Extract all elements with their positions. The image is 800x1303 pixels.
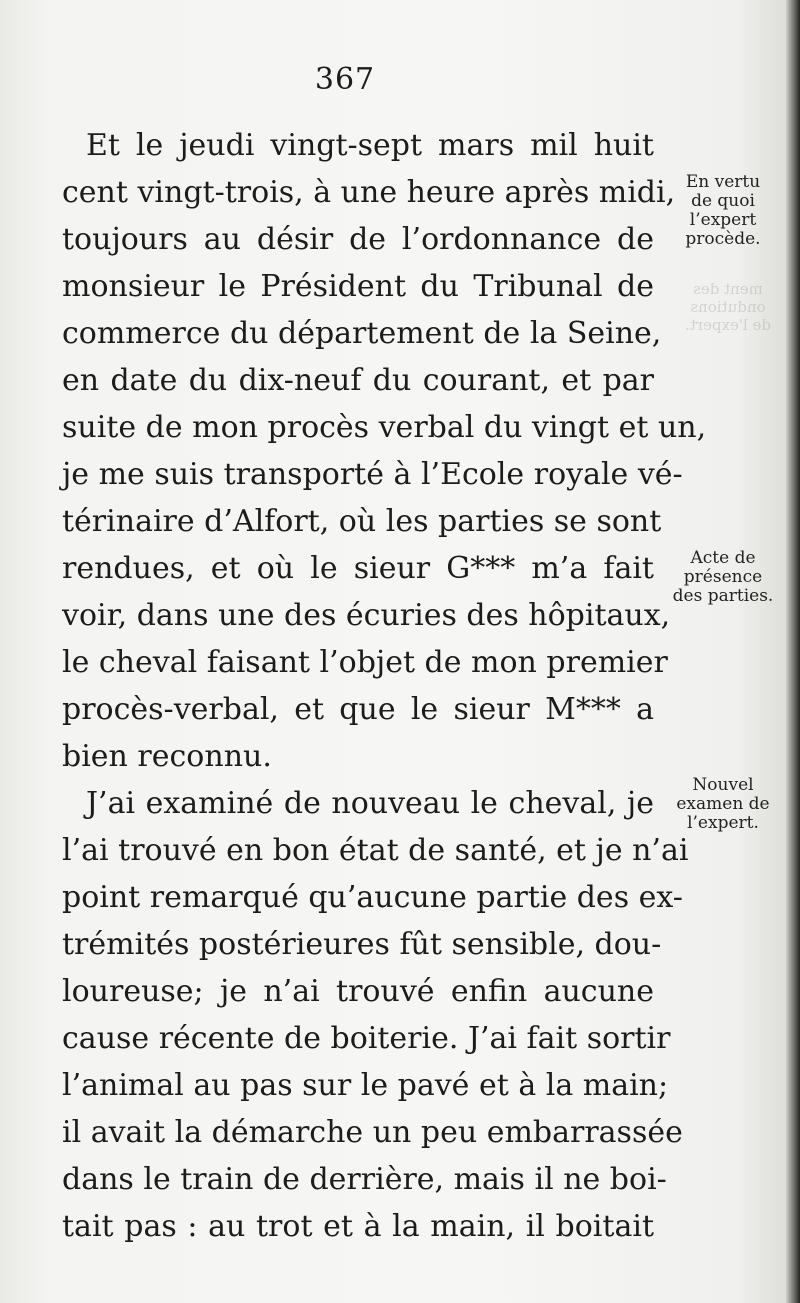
- margin-note-parties-presence: [648, 549, 798, 606]
- text-line: J’ai examiné de nouveau le cheval, je: [86, 786, 654, 821]
- text-line: toujours au désir de l’ordonnance de: [62, 222, 654, 257]
- bleed-through-text: ment des ondutions de l'expert.: [685, 280, 771, 334]
- text-line: suite de mon procès verbal du vingt et un,: [62, 410, 707, 445]
- margin-note-line: l’expert: [689, 210, 757, 230]
- text-line: monsieur le Président du Tribunal de: [62, 269, 654, 304]
- text-line: tait pas : au trot et à la main, il boitait: [62, 1209, 654, 1244]
- margin-note-line: examen de: [676, 794, 770, 814]
- text-line: le cheval faisant l’objet de mon premier: [62, 645, 668, 680]
- margin-note-line: présence: [683, 567, 763, 587]
- margin-note-line: procède.: [685, 229, 761, 249]
- page-number: 367: [314, 62, 376, 97]
- text-line: commerce du département de la Seine,: [62, 316, 662, 351]
- text-line: trémités postérieures fût sensible, dou-: [62, 927, 662, 962]
- text-line: cause récente de boiterie. J’ai fait sortir: [62, 1021, 671, 1056]
- text-line: je me suis transporté à l’Ecole royale vé-: [62, 457, 683, 492]
- text-line: Et le jeudi vingt-sept mars mil huit: [86, 128, 654, 163]
- text-line: térinaire d’Alfort, où les parties se sont: [62, 504, 662, 539]
- text-line: en date du dix-neuf du courant, et par: [62, 363, 654, 398]
- margin-note-expert-proceeds: [648, 173, 798, 249]
- margin-note-line: En vertu: [685, 172, 761, 192]
- margin-note-line: des parties.: [672, 586, 774, 606]
- text-line: procès-verbal, et que le sieur M*** a: [62, 692, 654, 727]
- margin-note-line: de quoi: [691, 191, 755, 211]
- margin-note-line: l’expert.: [687, 813, 759, 833]
- text-line: point remarqué qu’aucune partie des ex-: [62, 880, 683, 915]
- margin-note-line: Acte de: [690, 548, 756, 568]
- text-line: loureuse; je n’ai trouvé enfin aucune: [62, 974, 654, 1009]
- text-line: cent vingt-trois, à une heure après midi,: [62, 175, 676, 210]
- text-line: rendues, et où le sieur G*** m’a fait: [62, 551, 654, 586]
- margin-note-line: Nouvel: [692, 775, 754, 795]
- body-text: [62, 124, 707, 1252]
- margin-note-new-examination: [648, 776, 798, 833]
- text-line: dans le train de derrière, mais il ne boi-: [62, 1162, 667, 1197]
- text-line: l’ai trouvé en bon état de santé, et je n’ai: [62, 833, 689, 868]
- text-line: il avait la démarche un peu embarrassée: [62, 1115, 683, 1150]
- text-line: l’animal au pas sur le pavé et à la main;: [62, 1068, 669, 1103]
- text-line: voir, dans une des écuries des hôpitaux,: [62, 598, 671, 633]
- text-line: bien reconnu.: [62, 739, 272, 774]
